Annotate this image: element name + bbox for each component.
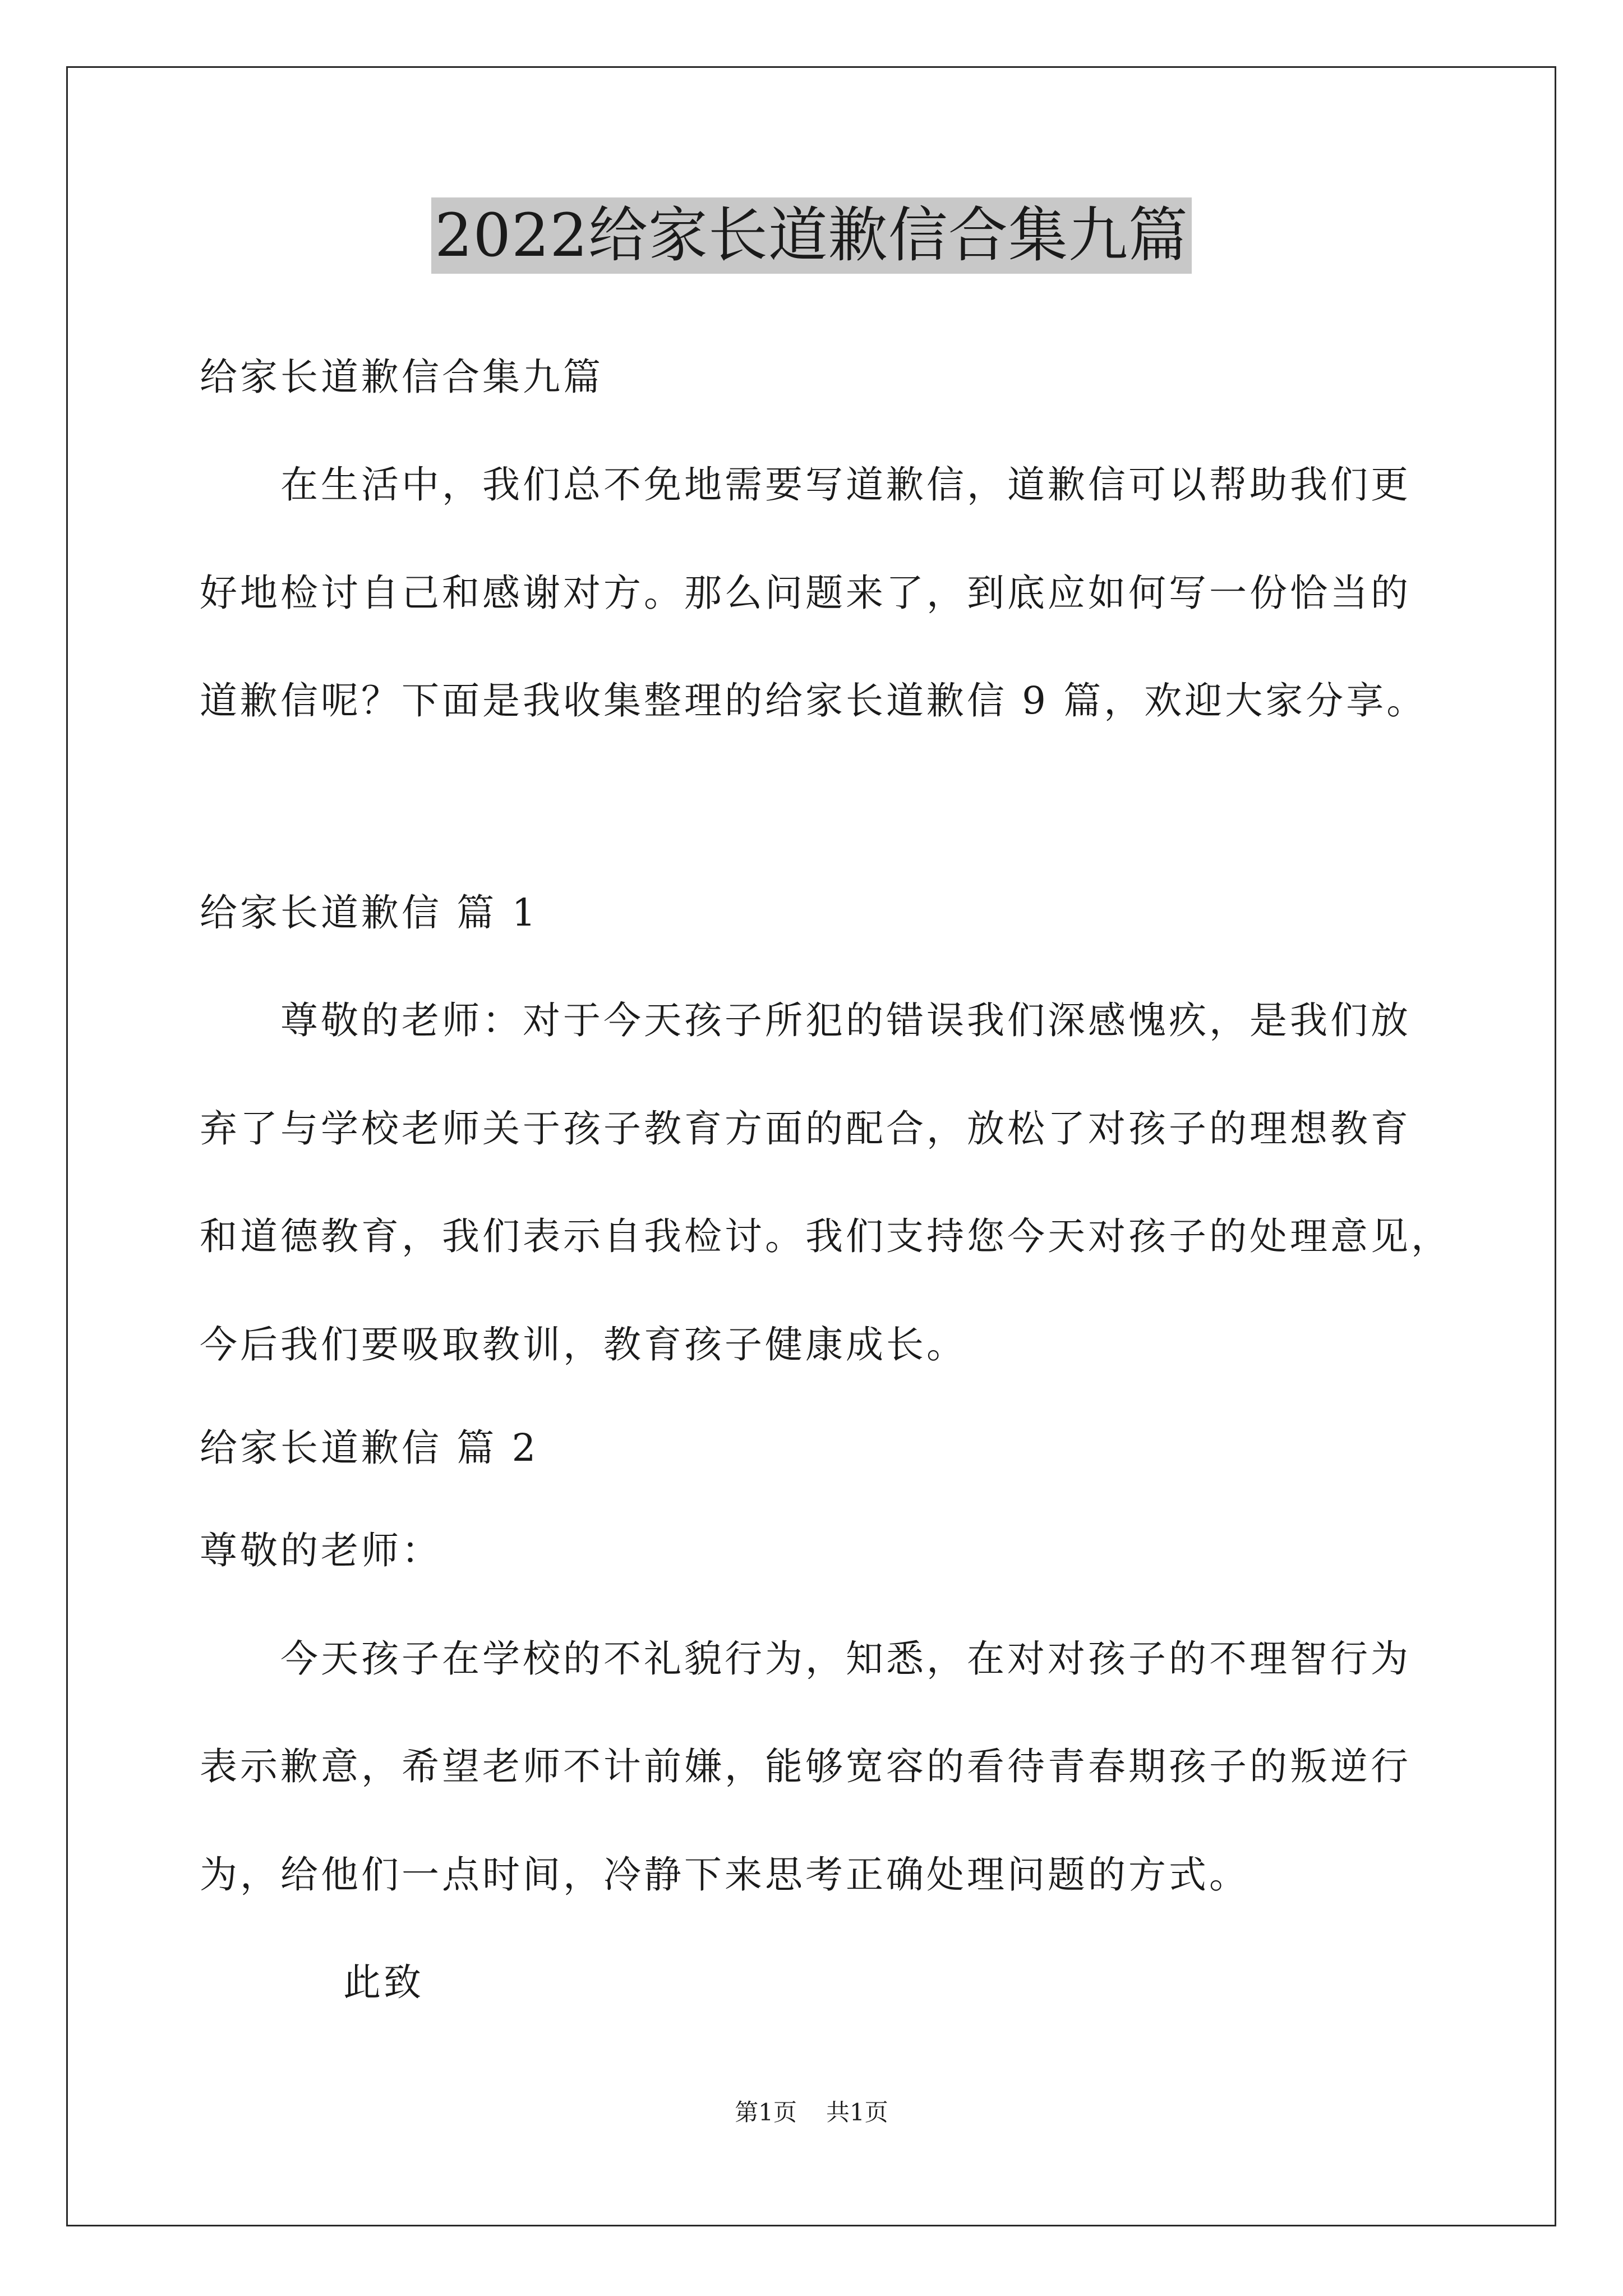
document-title: 2022给家长道歉信合集九篇 (431, 197, 1192, 274)
section2-line-1: 今天孩子在学校的不礼貌行为，知悉，在对对孩子的不理智行为 (280, 1637, 1411, 1681)
section2-line-3: 为，给他们一点时间，冷静下来思考正确处理问题的方式。 (200, 1853, 1249, 1897)
page-footer (0, 2097, 1623, 2128)
document-subtitle: 给家长道歉信合集九篇 (200, 355, 603, 399)
section1-heading: 给家长道歉信 篇 1 (200, 891, 539, 935)
section1-line-4: 今后我们要吸取教训，教育孩子健康成长。 (200, 1323, 967, 1366)
section2-salutation: 尊敬的老师： (200, 1529, 442, 1572)
intro-line-3: 道歉信呢？下面是我收集整理的给家长道歉信 9 篇，欢迎大家分享。 (200, 679, 1427, 723)
section2-line-2: 表示歉意，希望老师不计前嫌，能够宽容的看待青春期孩子的叛逆行 (200, 1745, 1411, 1788)
section2-heading: 给家长道歉信 篇 2 (200, 1426, 539, 1470)
section1-line-1: 尊敬的老师：对于今天孩子所犯的错误我们深感愧疚，是我们放 (280, 999, 1411, 1042)
section1-line-2: 弃了与学校老师关于孩子教育方面的配合，放松了对孩子的理想教育 (200, 1107, 1411, 1151)
intro-line-2: 好地检讨自己和感谢对方。那么问题来了，到底应如何写一份恰当的 (200, 571, 1411, 615)
footer-page-total: 共1页 (826, 2099, 888, 2126)
footer-page-number: 第1页 (735, 2099, 797, 2126)
intro-line-1: 在生活中，我们总不免地需要写道歉信，道歉信可以帮助我们更 (280, 463, 1411, 507)
section2-closing: 此致 (343, 1961, 424, 2004)
section1-line-3: 和道德教育，我们表示自我检讨。我们支持您今天对孩子的处理意见， (200, 1214, 1451, 1258)
title-container (0, 197, 1623, 274)
